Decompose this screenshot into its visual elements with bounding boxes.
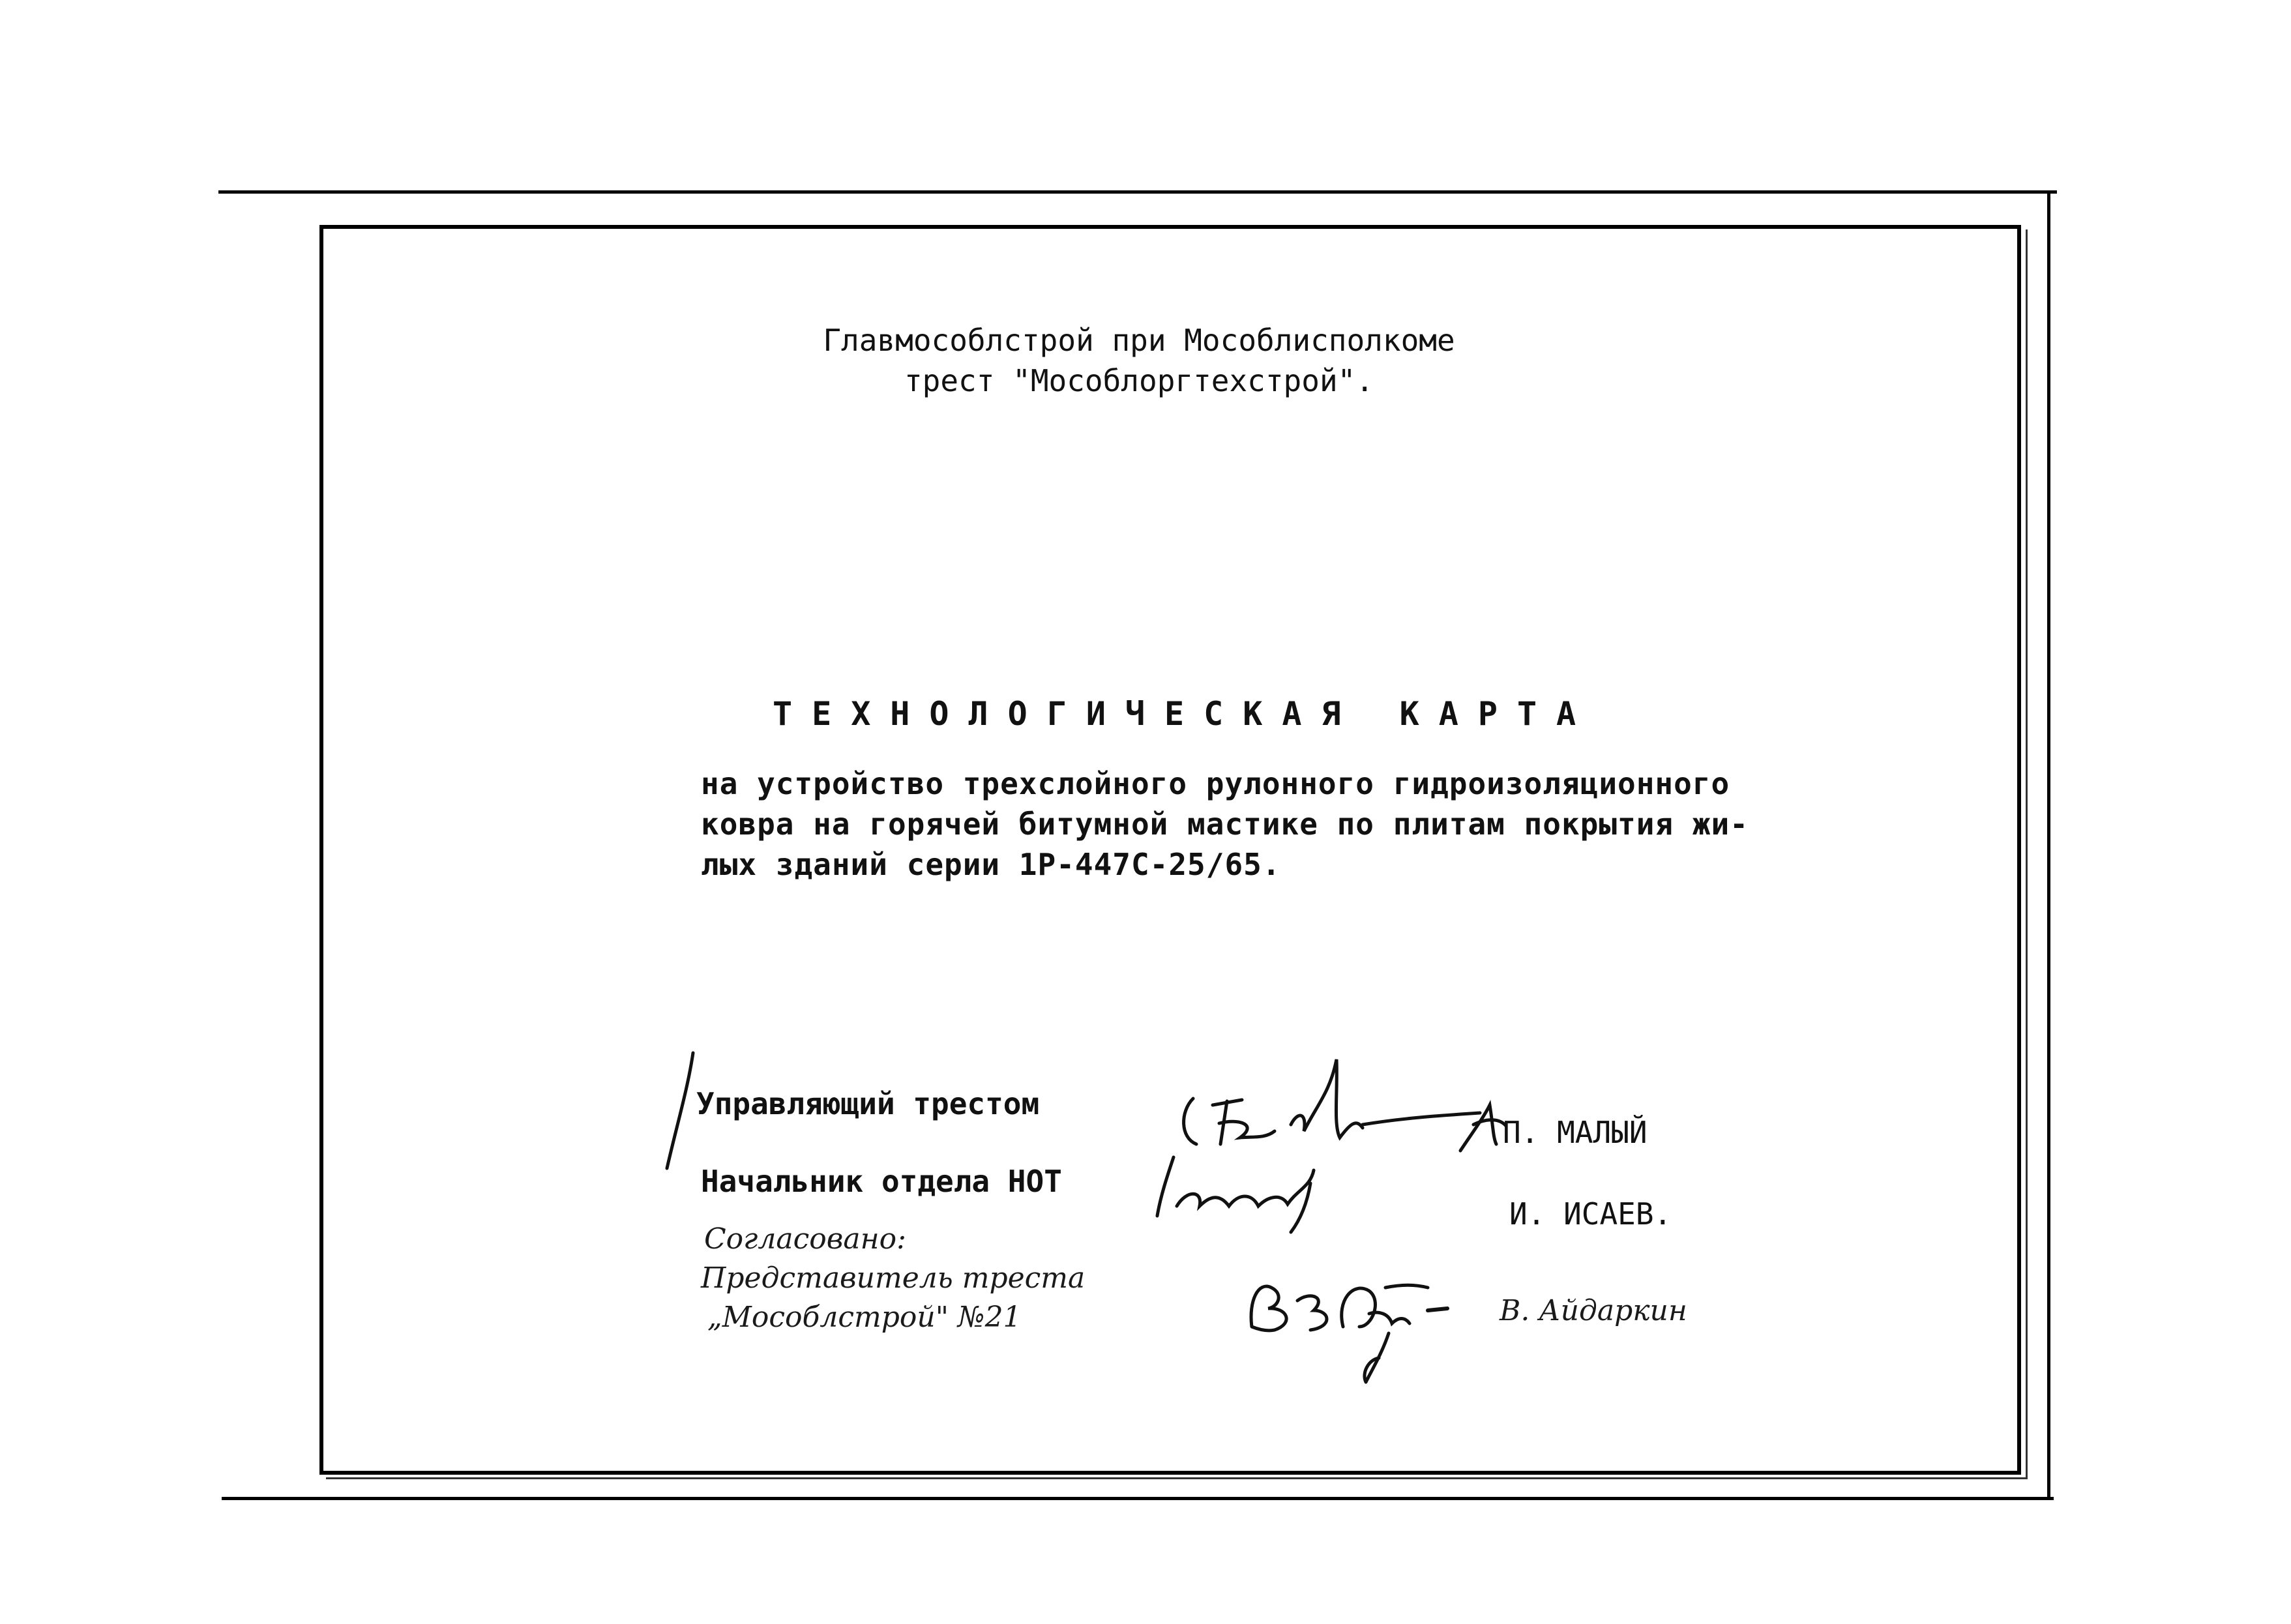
bottom-rule bbox=[222, 1497, 2054, 1500]
approval-trust: „Мособлстрой" №21 bbox=[707, 1301, 1022, 1334]
organization-line: Главмособлстрой при Мособлисполкоме bbox=[823, 323, 1455, 358]
top-rule bbox=[218, 190, 2057, 194]
subject-line-3: лых зданий серии 1Р-447С-25/65. bbox=[701, 847, 1281, 882]
subject-line-2: ковра на горячей битумной мастике по плитам покрытия жи- bbox=[701, 806, 1749, 842]
approval-representative: Представитель треста bbox=[701, 1262, 1086, 1295]
approval-heading: Согласовано: bbox=[704, 1222, 906, 1256]
signature-isaev bbox=[1147, 1144, 1343, 1242]
name-isaev: И. ИСАЕВ. bbox=[1509, 1196, 1672, 1232]
signature-aidarkin bbox=[1239, 1262, 1473, 1392]
role-manager: Управляющий трестом bbox=[696, 1086, 1040, 1121]
subject-line-1: на устройство трехслойного рулонного гидроизоляционного bbox=[701, 766, 1730, 801]
margin-stroke bbox=[662, 1050, 701, 1174]
name-aidarkin: В. Айдаркин bbox=[1500, 1294, 1687, 1327]
name-maly: П. МАЛЫЙ bbox=[1503, 1115, 1648, 1150]
role-not-head: Начальник отдела НОТ bbox=[701, 1164, 1062, 1199]
document-title: ТЕХНОЛОГИЧЕСКАЯ КАРТА bbox=[773, 695, 1596, 733]
trust-line: трест "Мособлоргтехстрой". bbox=[904, 363, 1374, 398]
